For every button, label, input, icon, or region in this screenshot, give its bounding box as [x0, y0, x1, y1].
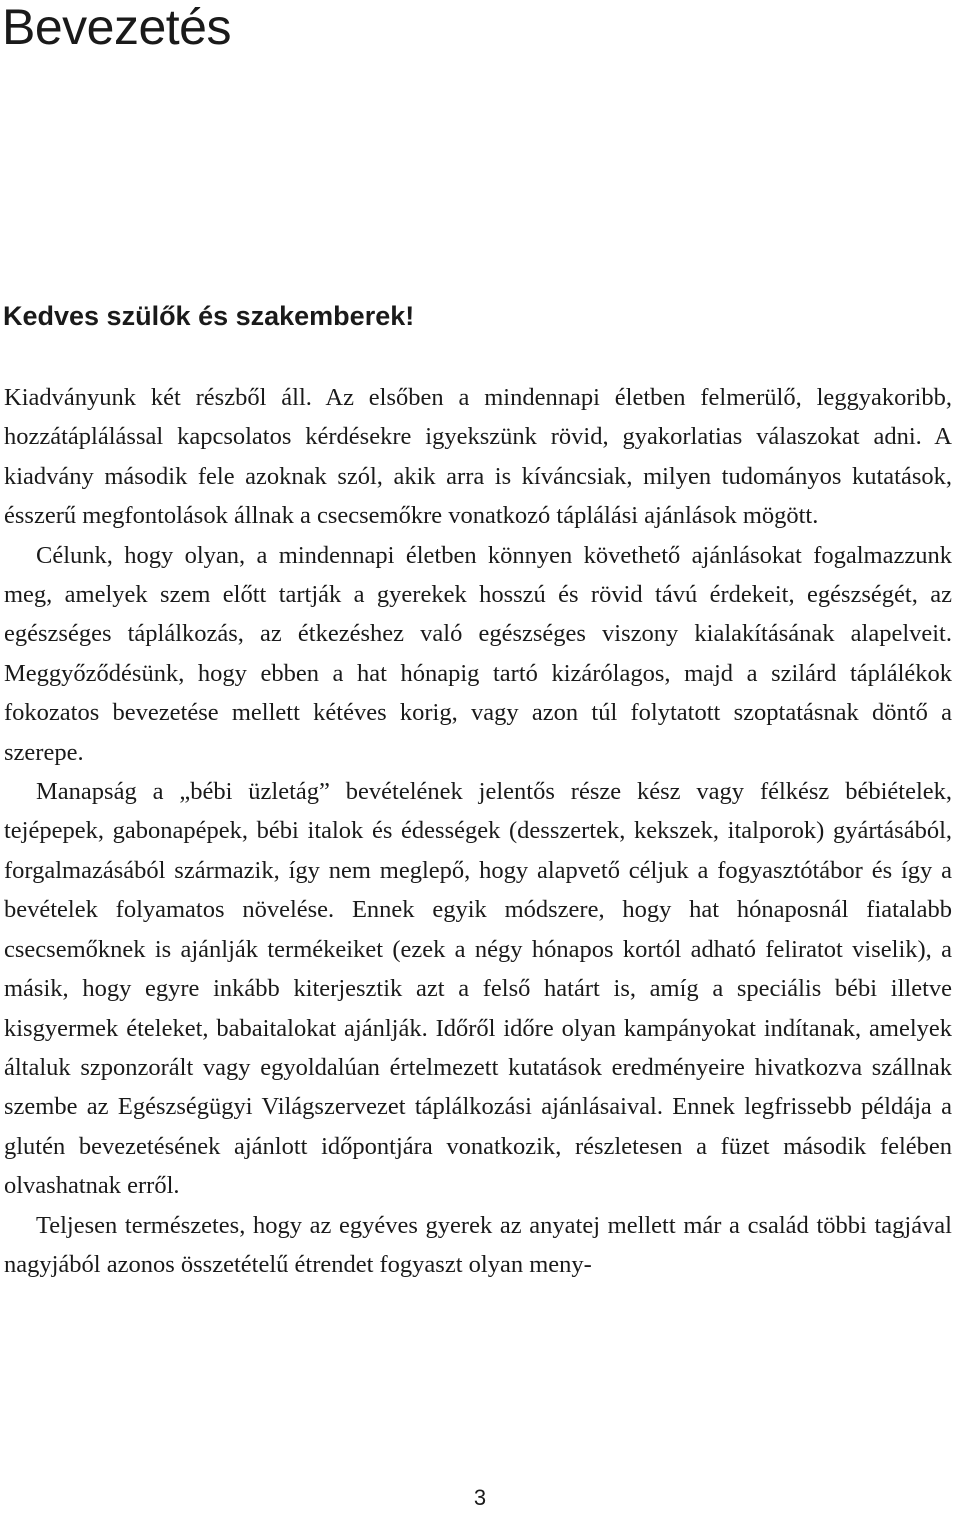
paragraph-goals: Célunk, hogy olyan, a mindennapi életben könnyen követhető ajánlásokat fogalmazzunk meg, amelyek szem előtt tartják a gyerekek hosszú és rövid távú érdekeit, egészségét, az egészséges táplálkozás, az étkezéshez való egészséges viszony kialakításának alapelveit. Meggyőződésünk, hogy ebben a hat hónapig tartó kizárólagos, majd a szilárd táplálékok fokozatos bevezetése mellett kétéves korig, vagy azon túl folytatott szoptatásnak döntő a szerepe. [4, 541, 952, 766]
paragraph-industry: Manapság a „bébi üzletág” bevételének jelentős része kész vagy félkész bébiételek, tejépepek, gabonapépek, bébi italok és édességek (desszertek, kekszek, italporok) gyártásából, forgalmazásából származik, így nem meglepő, hogy alapvető céljuk a fogyasztótábor és így a bevételek folyamatos növelése. Ennek egyik módszere, hogy hat hónaposnál fiatalabb csecsemőknek is ajánlják termékeiket (ezek a négy hónapos kortól adható feliratot viselik), a másik, hogy egyre inkább kiterjesztik azt a felső határt is, amíg a speciális bébi illetve kisgyermek ételeket, babaitalokat ajánlják. Időről időre olyan kampányokat indítanak, amelyek általuk szponzorált vagy egyoldalúan értelmezett kutatások eredményeire hivatkozva szállnak szembe az Egészségügyi Világszervezet táplálkozási ajánlásaival. Ennek legfrissebb példája a glutén bevezetésének ajánlott időpontjára vonatkozik, részletesen a füzet második felében olvashatnak erről. [4, 778, 952, 1200]
page-number: 3 [473, 1485, 487, 1510]
salutation-heading: Kedves szülők és szakemberek! [3, 301, 415, 331]
page-title: Bevezetés [2, 0, 231, 55]
body-text [4, 378, 952, 1284]
paragraph-intro: Kiadványunk két részből áll. Az elsőben a mindennapi életben felmerülő, leggyakoribb, hozzátáplálással kapcsolatos kérdésekre igyekszünk rövid, gyakorlatias válaszokat adni. A kiadvány második fele azoknak szól, akik arra is kíváncsiak, milyen tudományos kutatások, ésszerű megfontolások állnak a csecsemőkre vonatkozó táplálási ajánlások mögött. [4, 384, 952, 530]
paragraph-family-diet: Teljesen természetes, hogy az egyéves gyerek az anyatej mellett már a család többi tagjával nagyjából azonos összetételű étrendet fogyaszt olyan meny- [4, 1211, 952, 1278]
